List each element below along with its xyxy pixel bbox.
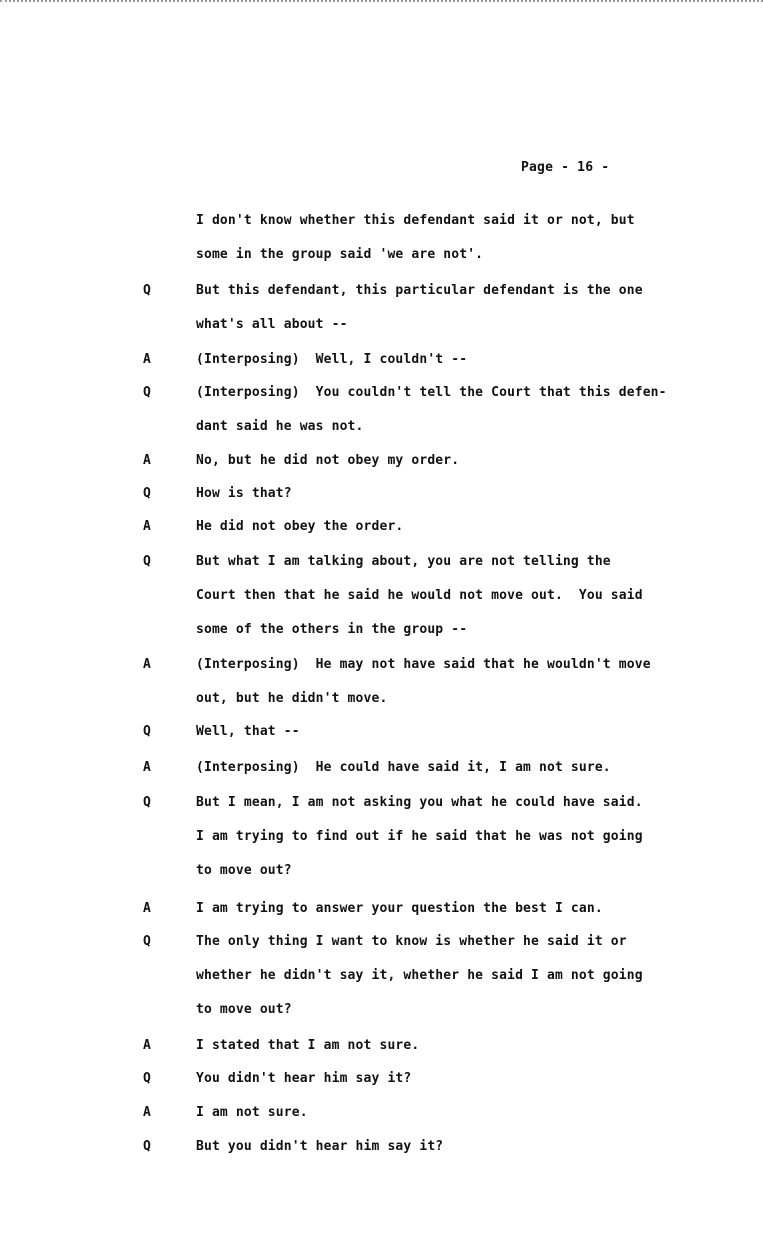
speaker-label: Q — [143, 554, 151, 569]
transcript-line: dant said he was not. — [196, 419, 364, 434]
transcript-line: But this defendant, this particular defendant is the one — [196, 283, 643, 298]
transcript-line: But what I am talking about, you are not telling the — [196, 554, 611, 569]
speaker-label: Q — [143, 283, 151, 298]
speaker-label: Q — [143, 1071, 151, 1086]
transcript-line: I am trying to answer your question the best I can. — [196, 901, 603, 916]
transcript-line: (Interposing) He could have said it, I am not sure. — [196, 760, 611, 775]
transcript-line: He did not obey the order. — [196, 519, 404, 534]
speaker-label: A — [143, 760, 151, 775]
speaker-label: Q — [143, 1139, 151, 1154]
speaker-label: A — [143, 352, 151, 367]
speaker-label: Q — [143, 486, 151, 501]
page-top-edge — [0, 0, 763, 8]
transcript-line: I don't know whether this defendant said it or not, but — [196, 213, 635, 228]
speaker-label: A — [143, 1038, 151, 1053]
speaker-label: A — [143, 657, 151, 672]
transcript-line: out, but he didn't move. — [196, 691, 388, 706]
transcript-line: what's all about -- — [196, 317, 348, 332]
speaker-label: Q — [143, 795, 151, 810]
speaker-label: A — [143, 901, 151, 916]
speaker-label: A — [143, 1105, 151, 1120]
transcript-line: some of the others in the group -- — [196, 622, 468, 637]
transcript-line: Court then that he said he would not move out. You said — [196, 588, 643, 603]
transcript-line: whether he didn't say it, whether he said I am not going — [196, 968, 643, 983]
page-number: Page - 16 - — [521, 160, 610, 175]
speaker-label: Q — [143, 385, 151, 400]
transcript-line: I am not sure. — [196, 1105, 308, 1120]
transcript-line: Well, that -- — [196, 724, 300, 739]
transcript-line: to move out? — [196, 863, 292, 878]
transcript-line: to move out? — [196, 1002, 292, 1017]
transcript-line: But you didn't hear him say it? — [196, 1139, 444, 1154]
speaker-label: Q — [143, 724, 151, 739]
speaker-label: Q — [143, 934, 151, 949]
transcript-line: some in the group said 'we are not'. — [196, 247, 484, 262]
transcript-line: I am trying to find out if he said that he was not going — [196, 829, 643, 844]
transcript-line: (Interposing) You couldn't tell the Court that this defen- — [196, 385, 667, 400]
speaker-label: A — [143, 519, 151, 534]
transcript-line: The only thing I want to know is whether he said it or — [196, 934, 627, 949]
speaker-label: A — [143, 453, 151, 468]
transcript-line: (Interposing) He may not have said that he wouldn't move — [196, 657, 651, 672]
transcript-line: But I mean, I am not asking you what he could have said. — [196, 795, 643, 810]
transcript-line: How is that? — [196, 486, 292, 501]
transcript-line: (Interposing) Well, I couldn't -- — [196, 352, 468, 367]
transcript-line: You didn't hear him say it? — [196, 1071, 412, 1086]
transcript-line: I stated that I am not sure. — [196, 1038, 420, 1053]
transcript-line: No, but he did not obey my order. — [196, 453, 460, 468]
